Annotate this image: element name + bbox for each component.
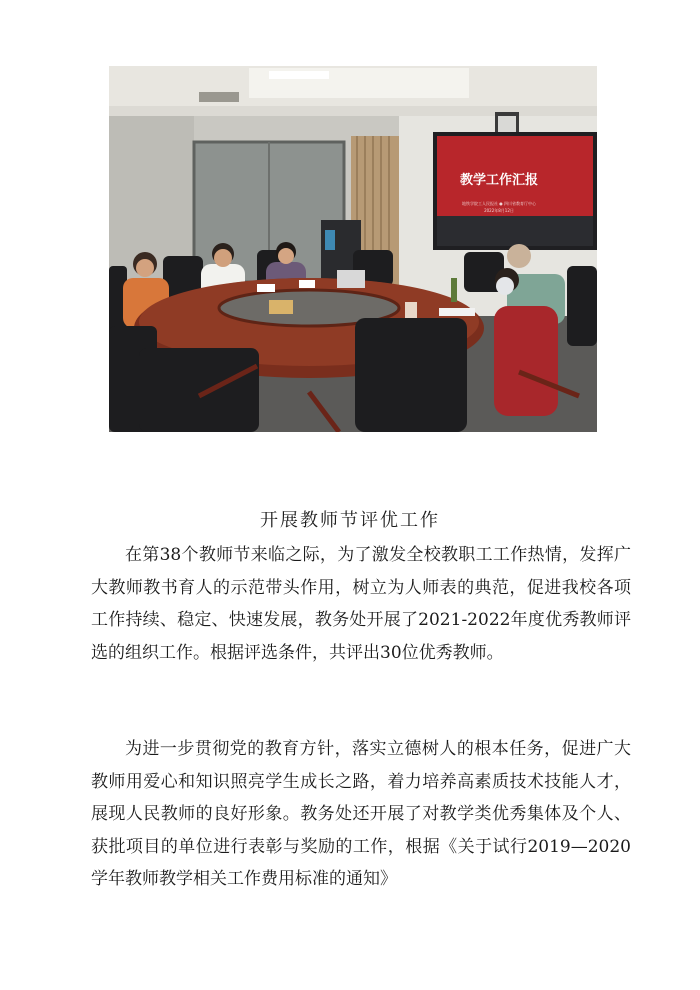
article-title: 开展教师节评优工作 [260,510,440,531]
meeting-photo-illustration [109,66,597,432]
screen-title: 教学工作汇报 [459,173,539,188]
meeting-photo [109,66,597,432]
screen-date: 2022年8月12日 [484,208,514,213]
article-paragraph-1: 在第38个教师节来临之际，为了激发全校教职工工作热情，发挥广大教师教书育人的示范带头作用，树立为人师表的典范，促进我校各项工作持续、稳定、快速发展，教务处开展了2021-2022年度优秀教师评选的组织工作。根据评选条件，共评出30位优秀教师。 [91,545,631,663]
article-paragraph-2: 为进一步贯彻党的教育方针，落实立德树人的根本任务，促进广大教师用爱心和知识照亮学生成长之路，着力培养高素质技术技能人才，展现人民教师的良好形象。教务处还开展了对教学类优秀集体及个人、获批项目的单位进行表彰与奖励的工作，根据《关于试行2019—2020学年教师教学相关工作费用标准的通知》 [91,739,631,889]
screen-subtitle: 地铁学院工人民报社 ● 四川省教育厅中心 [461,201,537,206]
